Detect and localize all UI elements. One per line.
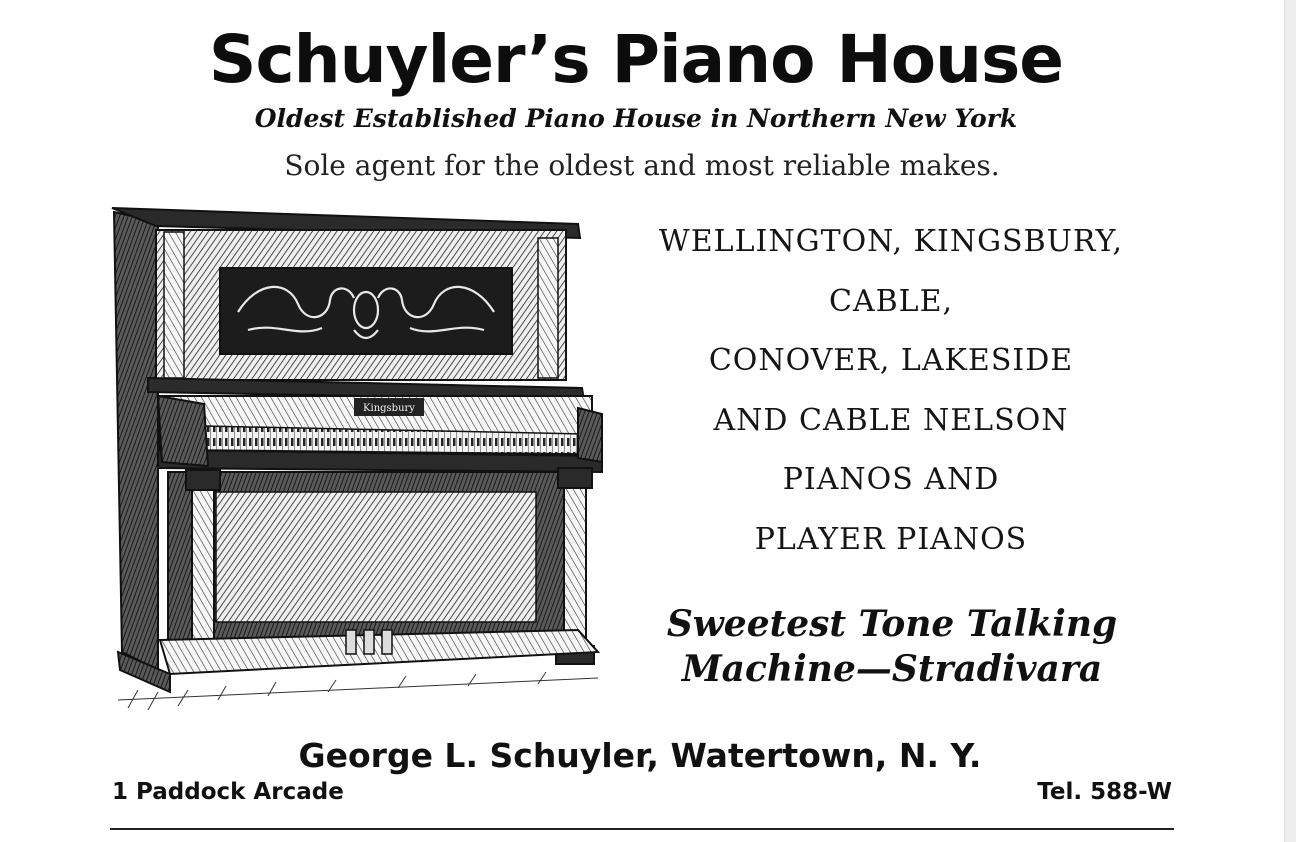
vertical-scrollbar[interactable]: [1284, 0, 1296, 842]
slogan-line: Machine—Stradivara: [681, 648, 1103, 690]
brand-line: CONOVER, LAKESIDE: [708, 343, 1074, 378]
upright-piano-illustration: [108, 200, 608, 728]
proprietor-line: George L. Schuyler, Watertown, N. Y.: [298, 736, 982, 775]
divider-rule: [110, 828, 1174, 830]
piano-brand-plate: Kingsbury: [363, 403, 415, 414]
page-title: Schuyler’s Piano House: [208, 21, 1064, 98]
brand-line: PLAYER PIANOS: [754, 521, 1028, 557]
brand-line: PIANOS AND: [782, 462, 1000, 497]
brand-line: AND CABLE NELSON: [713, 402, 1069, 438]
street-address: 1 Paddock Arcade: [112, 779, 344, 805]
subtitle: Oldest Established Piano House in Northern New York: [254, 104, 1018, 133]
brand-line: WELLINGTON, KINGSBURY,: [658, 224, 1124, 259]
brand-list: [600, 212, 1182, 569]
slogan: [612, 602, 1172, 692]
tagline: Sole agent for the oldest and most reliable makes.: [284, 149, 1000, 182]
slogan-line: Sweetest Tone Talking: [666, 603, 1118, 645]
brand-line: CABLE,: [828, 283, 954, 319]
telephone-number: Tel. 588-W: [1037, 779, 1172, 805]
